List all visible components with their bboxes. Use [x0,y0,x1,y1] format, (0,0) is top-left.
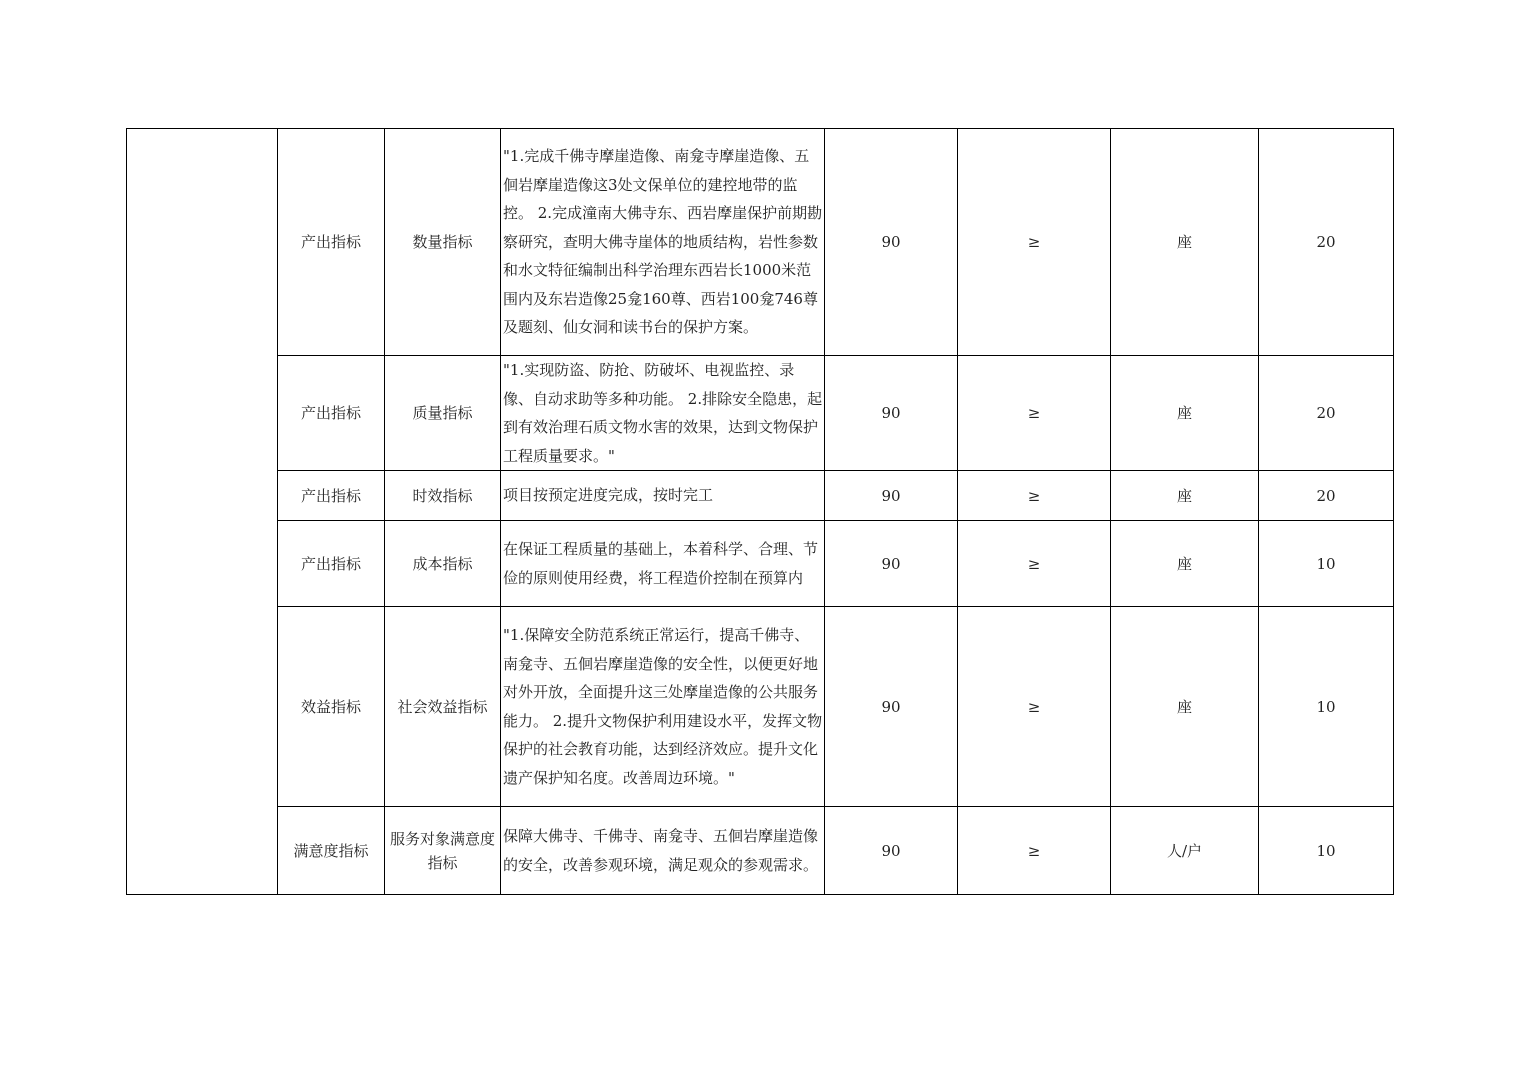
value-cell: 90 [825,129,958,356]
operator-cell: ≥ [958,129,1111,356]
operator-cell: ≥ [958,521,1111,607]
description-cell: "1.完成千佛寺摩崖造像、南龛寺摩崖造像、五佪岩摩崖造像这3处文保单位的建控地带的监控。 2.完成潼南大佛寺东、西岩摩崖保护前期勘察研究，查明大佛寺崖体的地质结构，岩性参数和水文特征编制出科学治理东西岩长1000米范围内及东岩造像25龛160尊、西岩100龛746尊及题刻、仙女洞和读书台的保护方案。 [501,129,825,356]
score-cell: 10 [1259,521,1394,607]
description-cell: 保障大佛寺、千佛寺、南龛寺、五佪岩摩崖造像的安全，改善参观环境，满足观众的参观需求。 [501,807,825,895]
value-cell: 90 [825,521,958,607]
category-cell: 产出指标 [278,471,385,521]
subcategory-cell: 时效指标 [385,471,501,521]
operator-cell: ≥ [958,807,1111,895]
operator-cell: ≥ [958,356,1111,471]
description-cell: "1.实现防盗、防抢、防破坏、电视监控、录像、自动求助等多种功能。 2.排除安全隐患，起到有效治理石质文物水害的效果，达到文物保护工程质量要求。" [501,356,825,471]
unit-cell: 座 [1111,129,1259,356]
subcategory-cell: 成本指标 [385,521,501,607]
subcategory-cell: 服务对象满意度指标 [385,807,501,895]
operator-cell: ≥ [958,607,1111,807]
category-cell: 满意度指标 [278,807,385,895]
score-cell: 10 [1259,807,1394,895]
table-row [127,521,1394,607]
score-cell: 20 [1259,129,1394,356]
operator-cell: ≥ [958,471,1111,521]
table-row [127,607,1394,807]
score-cell: 10 [1259,607,1394,807]
category-cell: 效益指标 [278,607,385,807]
unit-cell: 座 [1111,521,1259,607]
table-row [127,129,1394,356]
merged-blank-cell [127,129,278,895]
score-cell: 20 [1259,471,1394,521]
unit-cell: 座 [1111,607,1259,807]
description-cell: 在保证工程质量的基础上，本着科学、合理、节俭的原则使用经费，将工程造价控制在预算内 [501,521,825,607]
value-cell: 90 [825,356,958,471]
table-row [127,807,1394,895]
subcategory-cell: 社会效益指标 [385,607,501,807]
subcategory-cell: 数量指标 [385,129,501,356]
description-cell: "1.保障安全防范系统正常运行，提高千佛寺、南龛寺、五佪岩摩崖造像的安全性，以便更好地对外开放，全面提升这三处摩崖造像的公共服务能力。 2.提升文物保护利用建设水平，发挥文物保护的社会教育功能，达到经济效应。提升文化遗产保护知名度。改善周边环境。" [501,607,825,807]
unit-cell: 座 [1111,471,1259,521]
category-cell: 产出指标 [278,356,385,471]
value-cell: 90 [825,607,958,807]
unit-cell: 人/户 [1111,807,1259,895]
score-cell: 20 [1259,356,1394,471]
table-row [127,356,1394,471]
performance-indicator-table [126,128,1394,895]
subcategory-cell: 质量指标 [385,356,501,471]
unit-cell: 座 [1111,356,1259,471]
category-cell: 产出指标 [278,521,385,607]
category-cell: 产出指标 [278,129,385,356]
description-cell: 项目按预定进度完成，按时完工 [501,471,825,521]
value-cell: 90 [825,471,958,521]
value-cell: 90 [825,807,958,895]
table-row [127,471,1394,521]
